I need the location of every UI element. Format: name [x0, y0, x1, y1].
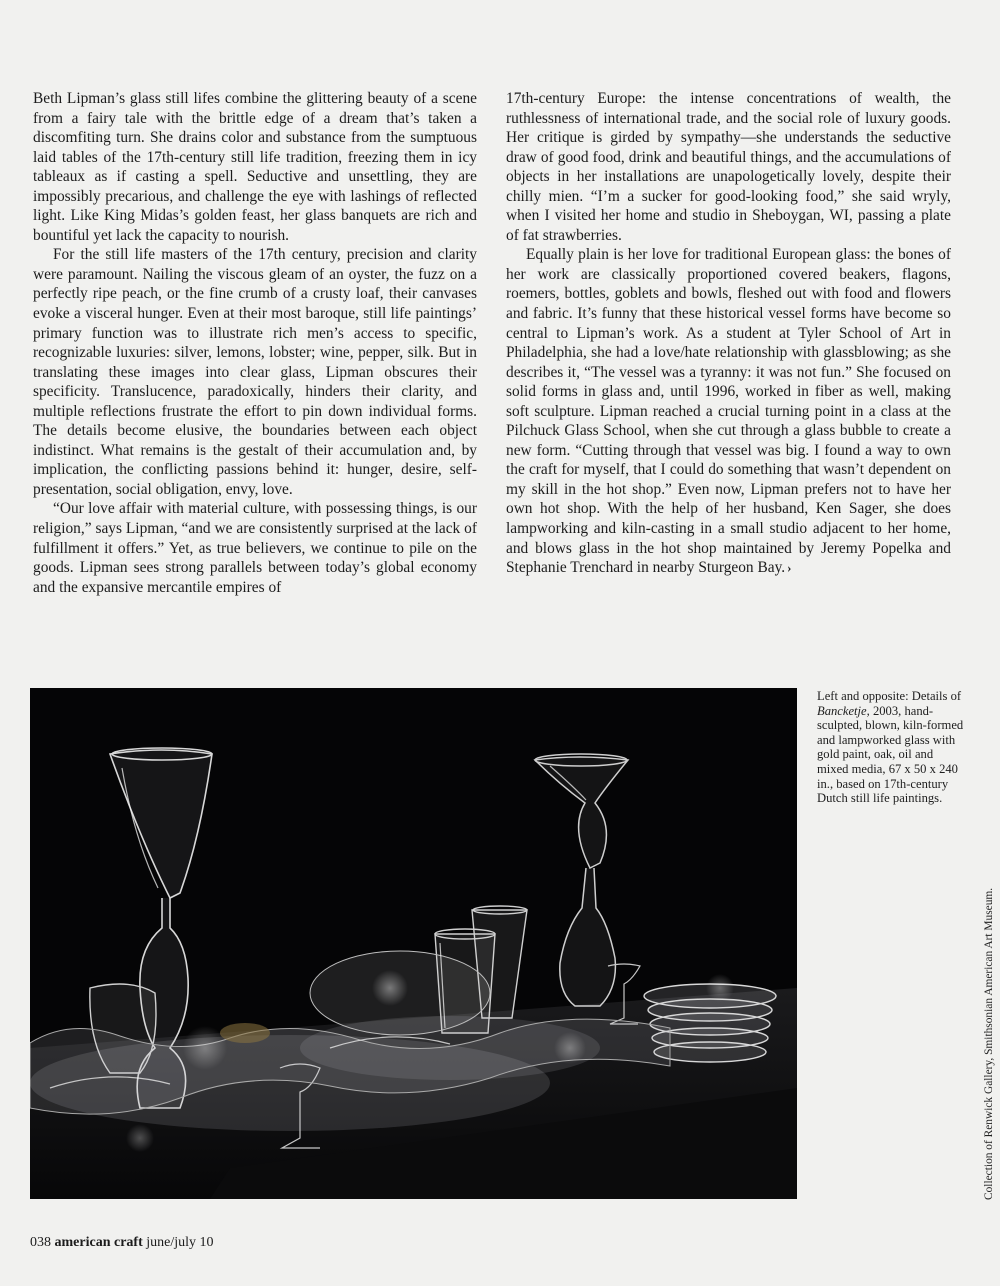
- paragraph: Beth Lipman’s glass still lifes combine the glittering beauty of a scene from a fairy tale with the brittle edge of a dream that’s taken a discomfiting turn. She drains color and substance from the sumptuous laid tables of the 17th-century still life tradition, freezing them in icy tableaux as if casting a spell. Seductive and unsettling, they are impossibly precarious, and challenge the eye with lashings of reflected light. Like King Midas’s golden feast, her glass banquets are rich and bountiful yet lack the capacity to nourish.: [33, 90, 477, 244]
- paragraph: “Our love affair with material culture, with possessing things, is our religion,” says Lipman, “and we are consistently surprised at the lack of fulfillment it offers.” Yet, as true believers, we continue to pile on the goods. Lipman sees strong parallels between today’s global economy and the expansive mercantile empires of: [33, 500, 477, 596]
- page-number: 038: [30, 1235, 51, 1250]
- paragraph: 17th-century Europe: the intense concentrations of wealth, the ruthlessness of international trade, and the social role of luxury goods. Her critique is girded by sympathy—she understands the seductive draw of good food, drink and beautiful things, and the accumulations of objects in her installations are unapologetically lovely, despite their chilly mien. “I’m a sucker for good-looking food,” she said wryly, when I visited her home and studio in Sheboygan, WI, passing a plate of fat strawberries.: [506, 90, 951, 244]
- caption-lead: Left and opposite: Details of: [817, 689, 962, 703]
- continue-arrow-icon: ›: [787, 560, 792, 576]
- paragraph-text: Equally plain is her love for traditional European glass: the bones of her work are classically proportioned covered beakers, flagons, roemers, bottles, goblets and bowls, fleshed out with food and flowers and fabric. It’s funny that these historical vessel forms have become so central to Lipman’s work. As a student at Tyler School of Art in Philadelphia, she had a love/hate relationship with glassblowing; as she describes it, “The vessel was a tyranny: it was not fun.” She focused on solid forms in glass and, until 1996, worked in fiber as well, making soft sculpture. Lipman reached a crucial turning point in a class at the Pilchuck Glass School, when she cut through a glass bubble to create a new form. “Cutting through that vessel was big. I found a way to own the craft for myself, that I could do something that wasn’t dependent on my skill in the hot shop.” Even now, Lipman prefers not to have her own hot shop. With the help of her husband, Ken Sager, she does lampworking and kiln-casting in a small studio adjacent to her home, and blows glass in the hot shop maintained by Jeremy Popelka and Stephanie Trenchard in nearby Sturgeon Bay.: [506, 246, 951, 577]
- artwork-photo: [30, 688, 797, 1199]
- article-column-left: [33, 89, 477, 597]
- photo-credit: Collection of Renwick Gallery, Smithsonian American Art Museum.: [983, 887, 995, 1200]
- paragraph: For the still life masters of the 17th century, precision and clarity were paramount. Nailing the viscous gleam of an oyster, the fuzz on a perfectly ripe peach, or the fine crumb of a crusty loaf, their canvases evoke a visceral hunger. Even at their most baroque, still life paintings’ primary function was to illustrate rich men’s access to specific, recognizable luxuries: silver, lemons, lobster; wine, pepper, silk. But in translating these images into clear glass, Lipman obscures their specificity. Translucence, paradoxically, hinders their clarity, and multiple reflections frustrate the effort to pin down individual forms. The details become elusive, the boundaries between each object indistinct. What remains is the gestalt of their accumulation and, by implication, the conflicting passions behind it: hunger, desire, self-presentation, social obligation, envy, love.: [33, 246, 477, 498]
- photo-caption: [817, 689, 967, 806]
- article-column-right: [506, 89, 951, 578]
- page-footer: [30, 1235, 214, 1251]
- issue-date: june/july 10: [146, 1235, 214, 1250]
- caption-artwork-title: Bancketje,: [817, 703, 870, 718]
- paragraph: [506, 245, 951, 577]
- caption-details: 2003, hand-sculpted, blown, kiln-formed and lampworked glass with gold paint, oak, oil and mixed media, 67 x 50 x 240 in., based on 17th-century Dutch still life paintings.: [817, 703, 964, 806]
- magazine-name: american craft: [54, 1235, 143, 1250]
- hourglass-vessel: [535, 754, 628, 1006]
